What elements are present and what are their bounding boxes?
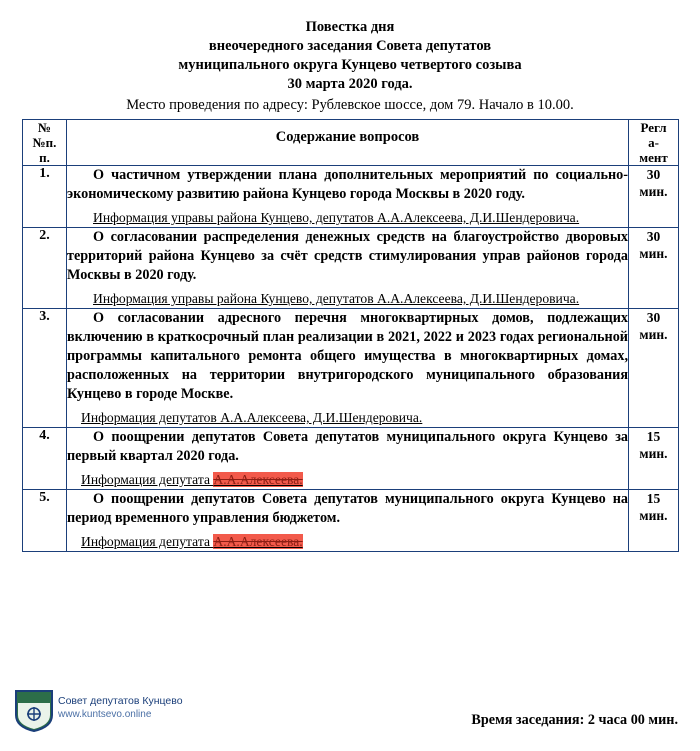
- regulation-unit: мин.: [639, 508, 668, 523]
- watermark: [14, 689, 183, 733]
- question-info: [67, 532, 628, 551]
- row-regulation: [629, 228, 679, 309]
- row-regulation: [629, 428, 679, 490]
- column-header-regulation-line1: Регл: [640, 120, 667, 135]
- question-info: Информация управы района Кунцево, депутатов А.А.Алексеева, Д.И.Шендеровича.: [93, 291, 580, 306]
- title-line-4: 30 марта 2020 года.: [287, 76, 413, 92]
- column-header-content: Содержание вопросов: [67, 120, 629, 166]
- question-info-prefix: Информация депутата: [81, 472, 214, 487]
- regulation-value: 30: [646, 310, 661, 325]
- title-line-3: муниципального округа Кунцево четвертого созыва: [178, 57, 522, 73]
- regulation-value: 30: [646, 229, 661, 244]
- regulation-unit: мин.: [639, 246, 668, 261]
- row-content: [67, 309, 629, 428]
- meeting-duration: Время заседания: 2 часа 00 мин.: [471, 712, 678, 728]
- row-number: 3.: [23, 309, 67, 428]
- regulation-value: 15: [646, 491, 661, 506]
- table-header-row: [23, 120, 679, 166]
- title-line-1: Повестка дня: [305, 19, 395, 35]
- question-info: Информация управы района Кунцево, депутатов А.А.Алексеева, Д.И.Шендеровича.: [93, 210, 580, 225]
- table-row: [23, 166, 679, 228]
- question-info-redacted-name: А.А.Алексеева.: [213, 534, 303, 549]
- row-content: [67, 166, 629, 228]
- question-info-prefix: Информация депутата: [81, 534, 214, 549]
- regulation-unit: мин.: [639, 446, 668, 461]
- question-title: О частичном утверждении плана дополнительных мероприятий по социально-экономическому развитию района Кунцево города Москвы в 2020 году.: [67, 167, 628, 202]
- table-row: [23, 228, 679, 309]
- regulation-value: 15: [646, 429, 661, 444]
- row-number: 5.: [23, 490, 67, 552]
- column-header-regulation-line2: а-: [648, 135, 659, 150]
- question-title: О согласовании распределения денежных средств на благоустройство дворовых территорий района Кунцево за счёт средств стимулирования управ районов города Москвы в 2020 году.: [67, 229, 628, 283]
- row-number: 1.: [23, 166, 67, 228]
- regulation-unit: мин.: [639, 184, 668, 199]
- question-title: О согласовании адресного перечня многоквартирных домов, подлежащих включению в краткосрочный план реализации в 2021, 2022 и 2023 годах региональной программы капитального ремонта общего имущества в многоквартирных домах, расположенных на территории внутригородского муниципального образования Кунцево в городе Москве.: [67, 310, 628, 402]
- title-line-2: внеочередного заседания Совета депутатов: [208, 38, 492, 54]
- agenda-table: [22, 119, 679, 552]
- table-row: [23, 428, 679, 490]
- column-header-regulation: [629, 120, 679, 166]
- question-info-redacted-name: А.А.Алексеева.: [213, 472, 303, 487]
- table-row: [23, 309, 679, 428]
- row-content: [67, 428, 629, 490]
- row-number: 4.: [23, 428, 67, 490]
- row-regulation: [629, 166, 679, 228]
- column-header-regulation-line3: мент: [639, 150, 668, 165]
- question-info: Информация депутатов А.А.Алексеева, Д.И.Шендеровича.: [81, 410, 423, 425]
- row-regulation: [629, 309, 679, 428]
- row-regulation: [629, 490, 679, 552]
- watermark-title: Совет депутатов Кунцево: [58, 695, 183, 707]
- question-title: О поощрении депутатов Совета депутатов муниципального округа Кунцево на период временного управления бюджетом.: [67, 491, 628, 526]
- regulation-unit: мин.: [639, 327, 668, 342]
- page-footer: [0, 693, 700, 743]
- table-row: [23, 490, 679, 552]
- column-header-number-line2: №п.: [32, 135, 57, 150]
- row-number: 2.: [23, 228, 67, 309]
- row-content: [67, 228, 629, 309]
- column-header-number: [23, 120, 67, 166]
- watermark-url: www.kuntsevo.online: [58, 709, 152, 720]
- question-info: [67, 470, 628, 489]
- coat-of-arms-icon: [14, 689, 54, 733]
- watermark-text: [58, 689, 183, 721]
- column-header-number-line1: №: [37, 120, 52, 135]
- column-header-number-line3: п.: [39, 150, 50, 165]
- question-title: О поощрении депутатов Совета депутатов муниципального округа Кунцево за первый квартал 2020 года.: [67, 429, 628, 464]
- regulation-value: 30: [646, 167, 661, 182]
- page-title: [22, 18, 678, 94]
- row-content: [67, 490, 629, 552]
- meeting-place-line: Место проведения по адресу: Рублевское шоссе, дом 79. Начало в 10.00.: [126, 97, 574, 113]
